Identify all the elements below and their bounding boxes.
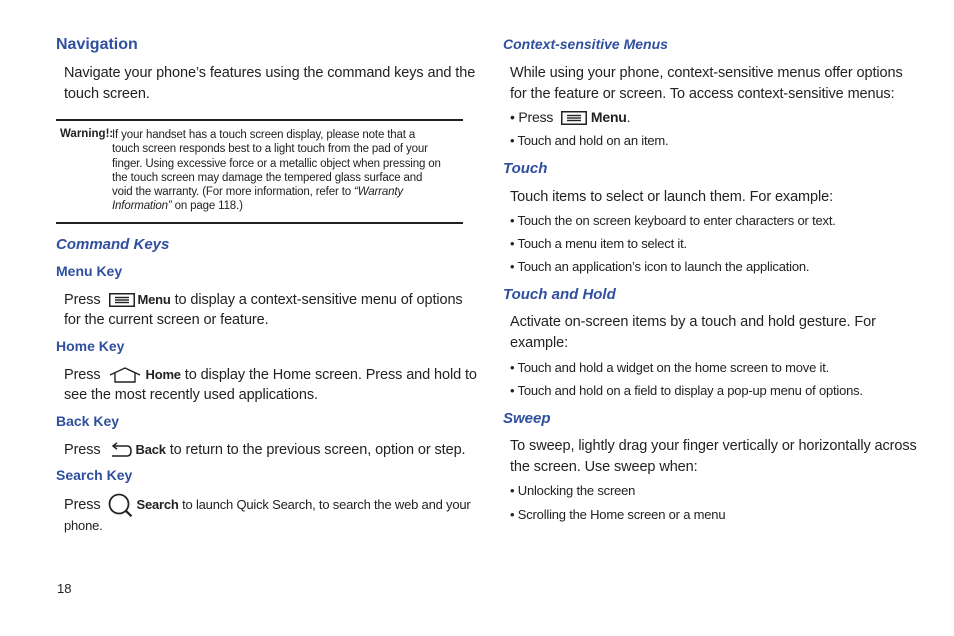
touch-hold-bullet: • Touch and hold on a field to display a pop-up menu of options. (510, 383, 863, 398)
menu-icon (109, 293, 135, 307)
back-key-line1 (64, 439, 465, 461)
search-key-line2: phone. (64, 518, 103, 533)
home-key-line2: see the most recently used applications. (64, 387, 318, 403)
context-menus-key-name: Menu (590, 109, 627, 125)
press-text: Press (64, 442, 101, 458)
search-key-description: to launch Quick Search, to search the web and your (178, 496, 471, 512)
touch-hold-line1: Activate on-screen items by a touch and hold gesture. For (510, 314, 876, 330)
warning-line: the touch screen may damage the tempered glass surface and (112, 171, 423, 184)
search-key-line1 (64, 493, 471, 517)
warranty-reference-part2: Information” (112, 200, 172, 213)
search-icon (108, 493, 133, 517)
sweep-bullet: • Unlocking the screen (510, 483, 636, 498)
home-icon (108, 367, 142, 383)
warning-line (112, 185, 464, 199)
warranty-reference-part1: “Warranty (354, 186, 403, 199)
section-title-context-menus: Context-sensitive Menus (503, 36, 668, 52)
menu-key-line1 (64, 289, 463, 311)
touch-line1: Touch items to select or launch them. For example: (510, 189, 834, 205)
context-menus-line1: While using your phone, context-sensitive menus offer options (510, 65, 903, 81)
search-key-name: Search (136, 496, 179, 512)
navigation-intro-line1: Navigate your phone’s features using the command keys and the (64, 65, 476, 81)
section-title-sweep: Sweep (503, 410, 551, 427)
menu-key-name: Menu (137, 292, 171, 307)
touch-hold-line2: example: (510, 335, 569, 351)
back-key-description: to return to the previous screen, option or step. (165, 442, 466, 458)
sweep-line2: the screen. Use sweep when: (510, 459, 698, 475)
warranty-reference-tail: on page 118.) (171, 200, 243, 213)
press-text: Press (64, 496, 101, 513)
warning-line: finger. Using excessive force or a metallic object when pressing on (112, 157, 441, 170)
menu-icon (561, 111, 587, 125)
warning-line: touch screen responds best to a light touch from the pad of your (112, 143, 428, 156)
warning-line (112, 199, 464, 213)
sweep-bullet: • Scrolling the Home screen or a menu (510, 507, 726, 522)
warning-bottom-rule (56, 222, 463, 224)
home-key-line1 (64, 364, 477, 386)
menu-key-line2: for the current screen or feature. (64, 312, 269, 328)
warning-label: Warning!: (60, 128, 114, 140)
section-title-touch: Touch (503, 160, 548, 177)
section-title-command-keys: Command Keys (56, 236, 170, 253)
warning-top-rule (56, 119, 463, 121)
context-menus-bullet-press (510, 109, 630, 125)
page-number: 18 (57, 581, 72, 596)
menu-key-description: to display a context-sensitive menu of options (170, 292, 463, 308)
home-key-name: Home (145, 367, 181, 382)
section-title-touch-and-hold: Touch and Hold (503, 286, 616, 303)
back-key-name: Back (135, 442, 166, 457)
touch-bullet: • Touch a menu item to select it. (510, 236, 687, 251)
subsection-title-menu-key: Menu Key (56, 263, 123, 279)
context-menus-bullet: • Touch and hold on an item. (510, 133, 669, 148)
touch-bullet: • Touch an application’s icon to launch the application. (510, 259, 810, 274)
sweep-line1: To sweep, lightly drag your finger vertically or horizontally across (510, 438, 917, 454)
context-menus-period: . (626, 109, 631, 125)
navigation-intro-line2: touch screen. (64, 86, 150, 102)
home-key-description: to display the Home screen. Press and hold to (180, 367, 477, 383)
touch-bullet: • Touch the on screen keyboard to enter characters or text. (510, 213, 836, 228)
section-title-navigation: Navigation (56, 36, 138, 53)
warning-line: If your handset has a touch screen display, please note that a (112, 129, 416, 141)
touch-hold-bullet: • Touch and hold a widget on the home screen to move it. (510, 360, 830, 375)
press-text: Press (64, 292, 101, 308)
subsection-title-back-key: Back Key (56, 413, 120, 429)
bullet-press-text: • Press (510, 109, 554, 125)
subsection-title-home-key: Home Key (56, 338, 125, 354)
press-text: Press (64, 367, 101, 383)
subsection-title-search-key: Search Key (56, 467, 133, 483)
warning-line-text: void the warranty. (For more information, refer to (112, 186, 355, 199)
warning-text (112, 128, 464, 214)
context-menus-line2: for the feature or screen. To access context-sensitive menus: (510, 86, 895, 102)
back-icon (108, 442, 132, 458)
